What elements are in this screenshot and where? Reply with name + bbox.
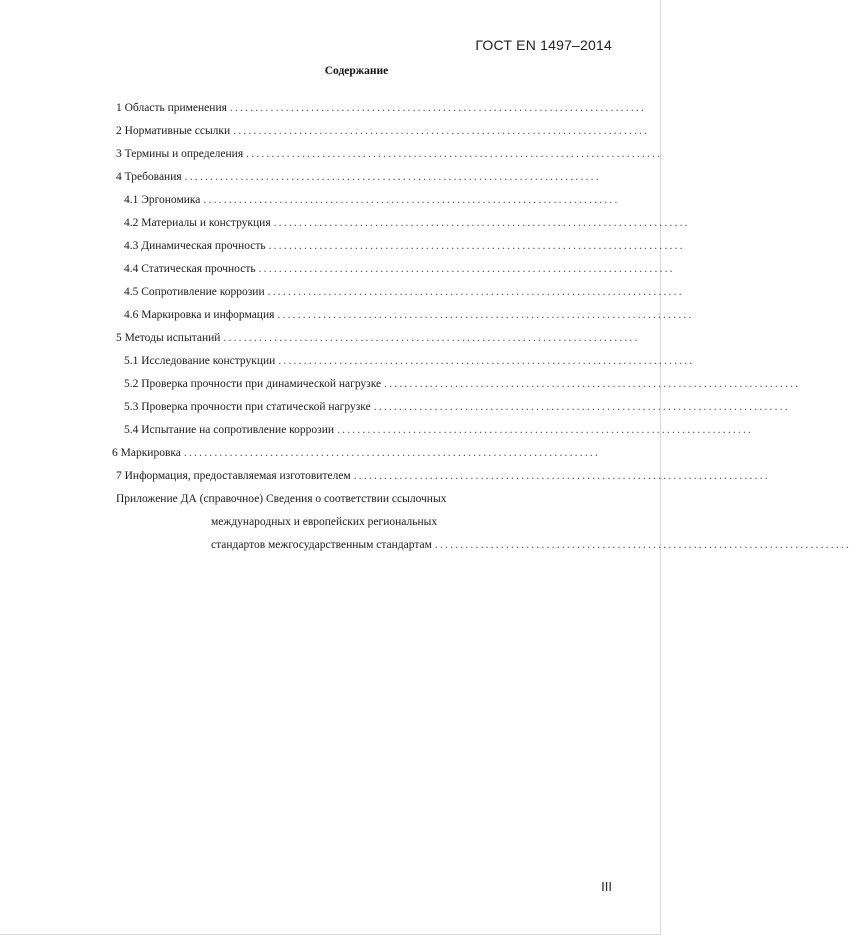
toc-entry-text: 2 Нормативные ссылки xyxy=(116,125,231,137)
toc-entry-text: 4.4 Статическая прочность xyxy=(124,263,256,275)
dot-leader: .................................................................................. xyxy=(183,447,601,459)
toc-entry-text: 4.5 Сопротивление коррозии xyxy=(124,286,265,298)
dot-leader: .................................................................................. xyxy=(337,424,754,436)
dot-leader: .................................................................................. xyxy=(203,194,620,206)
toc-entry xyxy=(124,353,695,369)
dot-leader: .................................................................................. xyxy=(373,401,790,413)
toc-entry-text: 6 Маркировка xyxy=(112,447,181,459)
dot-leader: .................................................................................. xyxy=(233,125,650,137)
toc-entry xyxy=(116,123,650,139)
dot-leader: .................................................................................. xyxy=(268,240,685,252)
dot-leader: .................................................................................. xyxy=(434,539,851,551)
toc-entry xyxy=(124,238,685,254)
toc-entry-text: 4.3 Динамическая прочность xyxy=(124,240,266,252)
dot-leader: .................................................................................. xyxy=(384,378,801,390)
toc-entry xyxy=(124,307,694,323)
toc-entry-text: 5 Методы испытаний xyxy=(116,332,221,344)
toc-entry xyxy=(124,422,754,438)
dot-leader: .................................................................................. xyxy=(246,148,663,160)
dot-leader: .................................................................................. xyxy=(184,171,601,183)
toc-entry xyxy=(124,376,801,392)
dot-leader: .................................................................................. xyxy=(277,309,694,321)
toc-entry xyxy=(116,468,770,484)
toc-entry xyxy=(112,445,601,461)
dot-leader: .................................................................................. xyxy=(229,102,647,114)
dot-leader: .................................................................................. xyxy=(223,332,640,344)
toc-entry xyxy=(116,169,601,185)
toc-entry-text: 5.1 Исследование конструкции xyxy=(124,355,276,367)
toc-entry-text: стандартов межгосударственным стандартам xyxy=(211,539,432,551)
toc-entry xyxy=(116,100,647,116)
toc-entry xyxy=(124,284,684,300)
toc-entry xyxy=(116,146,663,162)
appendix-entry-line-2: международных и европейских региональных xyxy=(211,516,438,528)
toc-entry-text: 4.1 Эргономика xyxy=(124,194,201,206)
toc-entry-text: 1 Область применения xyxy=(116,102,227,114)
toc-entry-text: 3 Термины и определения xyxy=(116,148,244,160)
toc-entry-text: 7 Информация, предоставляемая изготовителем xyxy=(116,470,351,482)
appendix-entry-line-1: Приложение ДА (справочное) Сведения о соответствии ссылочных xyxy=(116,493,447,505)
toc-entry-text: 5.2 Проверка прочности при динамической нагрузке xyxy=(124,378,382,390)
dot-leader: .................................................................................. xyxy=(353,470,770,482)
toc-entry xyxy=(124,261,675,277)
toc-title: Содержание xyxy=(324,65,389,77)
toc-entry xyxy=(124,215,690,231)
appendix-entry-line-3 xyxy=(211,537,851,553)
toc-entry xyxy=(124,192,620,208)
toc-entry-text: 4.2 Материалы и конструкция xyxy=(124,217,271,229)
dot-leader: .................................................................................. xyxy=(278,355,695,367)
toc-entry xyxy=(124,399,790,415)
toc-entry-text: 4 Требования xyxy=(116,171,182,183)
toc-entry-text: 5.4 Испытание на сопротивление коррозии xyxy=(124,424,335,436)
standard-code-header: ГОСТ EN 1497–2014 xyxy=(475,37,612,53)
toc-entry-text: 4.6 Маркировка и информация xyxy=(124,309,275,321)
dot-leader: .................................................................................. xyxy=(273,217,690,229)
toc-entry xyxy=(116,330,640,346)
dot-leader: .................................................................................. xyxy=(267,286,684,298)
dot-leader: .................................................................................. xyxy=(258,263,675,275)
page-number: III xyxy=(601,879,612,894)
toc-entry-text: 5.3 Проверка прочности при статической нагрузке xyxy=(124,401,371,413)
